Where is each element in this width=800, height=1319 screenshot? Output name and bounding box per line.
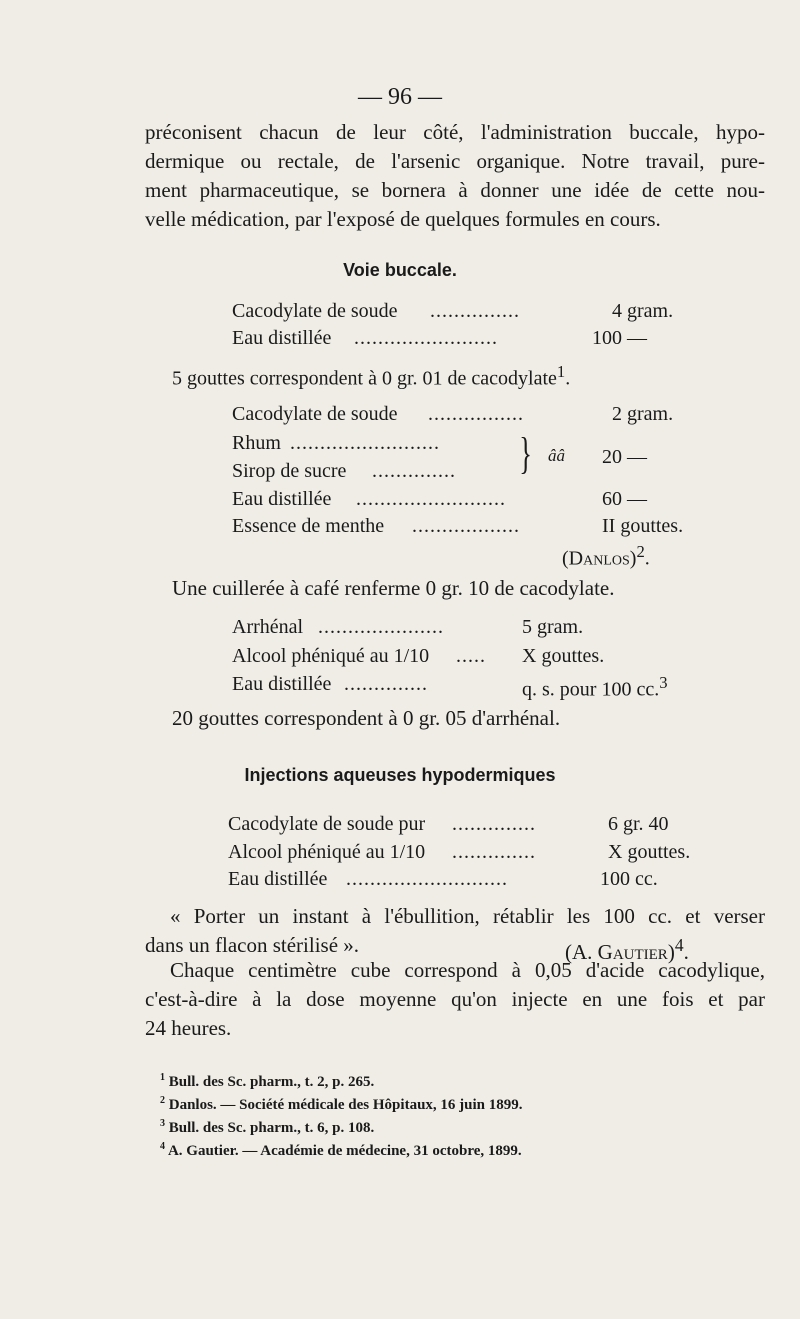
ingredient-amount: q. s. pour 100 cc.$^3$ (522, 673, 668, 701)
leader-dots: ........................ (354, 327, 498, 349)
ingredient-name: Rhum (232, 432, 281, 454)
ingredient-amount: X gouttes. (608, 841, 691, 863)
formula-author: (Danlos)$^2$. (562, 542, 650, 570)
footnote-ref: 3 (659, 673, 668, 692)
leader-dots: ........................... (346, 868, 508, 890)
ingredient-amount: 5 gram. (522, 616, 584, 638)
quote-line: dans un flacon stérilisé ». (A. Gautier)$^4$. (145, 933, 689, 964)
leader-dots: .................. (412, 515, 520, 537)
leader-dots: .............. (372, 460, 456, 482)
ingredient-name: Sirop de sucre (232, 460, 347, 482)
brace-symbol: } (519, 429, 532, 478)
ingredient-name: Alcool phéniqué au 1/10 (228, 841, 426, 863)
footnote: $^2$ Danlos. — Société médicale des Hôpitaux, 16 juin 1899. (160, 1095, 523, 1113)
dosage-note: 20 gouttes correspondent à 0 gr. 05 d'arrhénal. (172, 706, 561, 730)
ingredient-name: Arrhénal (232, 616, 304, 638)
leader-dots: ......................... (356, 488, 506, 510)
intro-paragraph (145, 118, 765, 234)
ingredient-name: Eau distillée (228, 868, 328, 890)
ingredient-name: Alcool phéniqué au 1/10 (232, 645, 430, 667)
text-line: Chaque centimètre cube correspond à 0,05 d'acide cacodylique, (170, 958, 765, 982)
dosage-note: Une cuillerée à café renferme 0 gr. 10 de cacodylate. (172, 576, 615, 600)
leader-dots: ................ (428, 403, 524, 425)
section-heading-voie-buccale: Voie buccale. (343, 260, 457, 280)
ingredient-amount: X gouttes. (522, 645, 605, 667)
leader-dots: .............. (452, 813, 536, 835)
ingredient-amount: 100 cc. (600, 868, 658, 890)
intro-line: dermique ou rectale, de l'arsenic organique. Notre travail, pure- (145, 149, 765, 173)
footnote-ref: 2 (636, 542, 645, 561)
footnote-ref: 4 (674, 935, 684, 955)
ingredient-amount: 100 — (592, 327, 647, 349)
ingredient-amount: 20 — (602, 446, 647, 468)
ingredient-amount: 4 gram. (612, 300, 674, 322)
section-heading-injections: Injections aqueuses hypodermiques (244, 765, 556, 785)
dosage-note: 5 gouttes correspondent à 0 gr. 01 de cacodylate$^1$. (172, 362, 571, 390)
ingredient-amount: 2 gram. (612, 403, 674, 425)
quote-line: « Porter un instant à l'ébullition, rétablir les 100 cc. et verser (170, 904, 765, 928)
ingredient-amount: 60 — (602, 488, 647, 510)
footnote: $^4$ A. Gautier. — Académie de médecine, 31 octobre, 1899. (160, 1141, 522, 1159)
footnote-ref: 1 (556, 362, 566, 381)
ingredient-name: Essence de menthe (232, 515, 385, 537)
quote-author: (A. Gautier) (565, 940, 675, 964)
footnote: $^3$ Bull. des Sc. pharm., t. 6, p. 108. (160, 1118, 375, 1136)
page-number: — 96 — (358, 84, 442, 110)
leader-dots: ......................... (290, 432, 440, 454)
text-line: c'est-à-dire à la dose moyenne qu'on injecte en une fois et par (145, 987, 765, 1011)
ingredient-amount: 6 gr. 40 (608, 813, 669, 835)
leader-dots: ............... (430, 300, 520, 322)
leader-dots: ..................... (318, 616, 444, 638)
text-line: 24 heures. (145, 1016, 232, 1040)
footnote: $^1$ Bull. des Sc. pharm., t. 2, p. 265. (160, 1072, 375, 1090)
ingredient-amount: II gouttes. (602, 515, 684, 537)
quote-paragraph (145, 902, 765, 964)
leader-dots: ..... (456, 645, 486, 667)
leader-dots: .............. (452, 841, 536, 863)
text-paragraph (145, 956, 765, 1043)
ingredient-name: Eau distillée (232, 327, 332, 349)
ingredient-name: Eau distillée (232, 673, 332, 695)
intro-line: préconisent chacun de leur côté, l'administration buccale, hypo- (145, 120, 765, 144)
intro-line: ment pharmaceutique, se bornera à donner une idée de cette nou- (145, 178, 765, 202)
ingredient-name: Cacodylate de soude (232, 403, 398, 425)
ana-label: ââ (548, 446, 565, 465)
ingredient-name: Eau distillée (232, 488, 332, 510)
intro-line: velle médication, par l'exposé de quelques formules en cours. (145, 207, 661, 231)
leader-dots: .............. (344, 673, 428, 695)
ingredient-name: Cacodylate de soude (232, 300, 398, 322)
ingredient-name: Cacodylate de soude pur (228, 813, 426, 835)
